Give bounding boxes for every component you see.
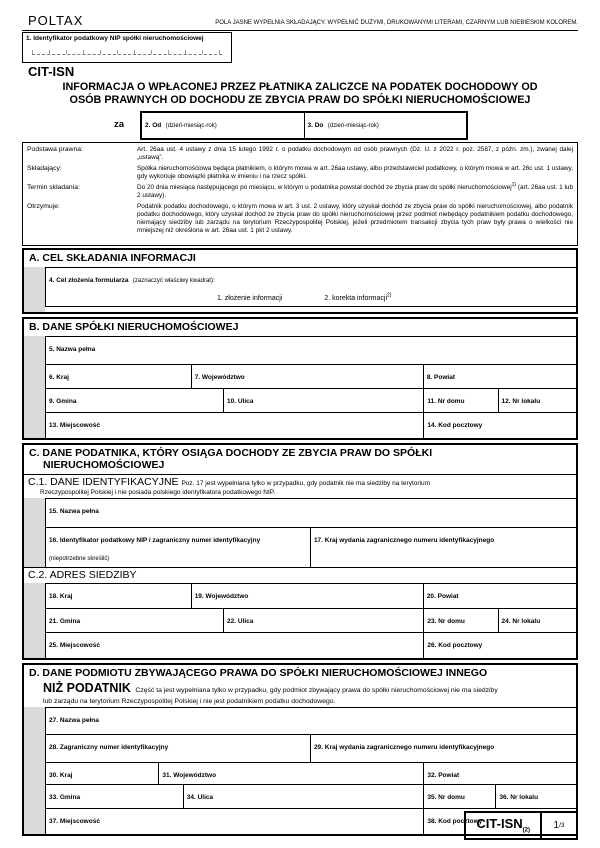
period-to-cell[interactable] [304,113,467,138]
field-4-hint: (zaznaczyć właściwy kwadrat): [132,278,215,284]
section-c-title [24,445,576,474]
field-29-kraj-wydania[interactable]: 29. Kraj wydania zagranicznego numeru identyfikacyjnego [310,735,576,762]
field-20-powiat[interactable]: 20. Powiat [423,584,576,608]
section-b-title: B. DANE SPÓŁKI NIERUCHOMOŚCIOWEJ [29,321,239,333]
field-30-kraj[interactable]: 30. Kraj [49,772,73,779]
section-a [22,248,578,314]
section-b-gutter [24,336,45,438]
period-from-hint: (dzień-miesiąc-rok) [165,123,217,129]
otrzymuje-label: Otrzymuje: [27,203,60,210]
section-d-title-line1: D. DANE PODMIOTU ZBYWAJĄCEGO PRAWA DO SPÓŁKI NIERUCHOMOŚCIOWEJ INNEGO [29,667,488,679]
header-divider [22,30,578,31]
section-c-title-line2: NIERUCHOMOŚCIOWEJ [43,459,165,471]
field-16-hint: (niepotrzebne skreślić) [49,556,110,562]
form-sections [22,248,578,836]
field-21-gmina[interactable]: 21. Gmina [49,618,81,625]
section-a-title: A. CEL SKŁADANIA INFORMACJI [29,252,196,264]
legal-row-podstawa [27,146,573,162]
field-15-nazwa-pelna[interactable]: 15. Nazwa pełna [49,508,99,515]
form-title-line1: INFORMACJA O WPŁACONEJ PRZEZ PŁATNIKA ZALICZCE NA PODATEK DOCHODOWY OD [62,81,538,93]
otrzymuje-text: Podatnik podatku dochodowego, o którym mowa w art. 3 ust. 2 ustawy, który uzyskał dochód ze zbycia praw do spółki nieruchomościowej, albo podatnik podatku dochodowego, który uzyskał dochód ze zbycia praw do spółki nieruchomościowej przez podmiot niebędący podatnikiem podatku dochodowego, niemający siedziby lub zarządu na terytorium Rzeczypospolitej Polskiej, jeżeli przedmiotem transakcji zbycia tych praw były prawa o wielkości nie mniejszej niż określona w art. 26aa ust. 1 pkt 2 ustawy. [137,203,573,234]
form-code: CIT-ISN [28,64,75,79]
section-a-gutter [24,267,45,312]
skladajacy-label: Składający: [27,165,62,172]
period-from-cell[interactable] [142,113,304,138]
field-38-kod-pocztowy[interactable]: 38. Kod pocztowy [423,809,576,834]
nip-field-label: 1. Identyfikator podatkowy NIP spółki nieruchomościowej [26,35,204,42]
period-za-label: za [114,119,125,130]
field-12-nr-lokalu[interactable]: 12. Nr lokalu [498,389,576,412]
field-8-powiat[interactable]: 8. Powiat [423,365,576,388]
field-11-nr-domu[interactable]: 11. Nr domu [423,389,497,412]
footer-form-code: CIT-$ISN_{(2)}$ [464,811,542,840]
field-27-nazwa-pelna[interactable]: 27. Nazwa pełna [49,717,99,724]
section-c1-title: C.1. DANE IDENTYFIKACYJNE Poz. 17 jest wypełniana tylko w przypadku, gdy podatnik nie ma siedziby na terytorium Rzeczypospolitej Polskiej i nie posiada polskiego identyfikatora podatkowego NIP. [24,474,576,498]
nip-field-box [22,32,232,63]
section-c2-title: C.2. ADRES SIEDZIBY [24,567,576,583]
field-10-ulica[interactable]: 10. Ulica [223,389,423,412]
field-26-kod-pocztowy[interactable]: 26. Kod pocztowy [423,633,576,658]
field-16-identyfikator[interactable]: 16. Identyfikator podatkowy NIP / zagraniczny numer identyfikacyjny (niepotrzebne skreślić) [49,537,261,562]
podstawa-text: Art. 26aa ust. 4 ustawy z dnia 15 lutego 1992 r. o podatku dochodowym od osób prawnych (Dz. U. z 2022 r. poz. 2587, z późn. zm.), zwanej dalej „ustawą”. [137,146,573,161]
period-to-label: 3. Do [307,122,324,129]
field-4-cel-zlozenia[interactable] [45,267,576,307]
period-box [140,111,468,140]
section-c-title-line1: C. DANE PODATNIKA, KTÓRY OSIĄGA DOCHODY ZE ZBYCIA PRAW DO SPÓŁKI [29,447,433,459]
section-d-note-line1: Część ta jest wypełniana tylko w przypadku, gdy podmiot zbywający prawa do spółki nieruchomościowej nie ma siedziby [135,687,498,694]
legal-row-otrzymuje [27,203,573,235]
legal-row-skladajacy [27,165,573,181]
page-footer [464,811,578,840]
field-14-kod-pocztowy[interactable]: 14. Kod pocztowy [423,413,576,438]
termin-text: Do 20 dnia miesiąca następującego po miesiącu, w którym u podatnika powstał dochód ze zbycia praw do spółki nieruchomościowej$^{1)}$ (art. 26aa ust. 1 lub 2 ustawy). [137,181,573,199]
form-title-line2: OSÓB PRAWNYCH OD DOCHODU ZE ZBYCIA PRAW DO SPÓŁKI NIERUCHOMOŚCIOWEJ [69,93,531,106]
field-31-wojewodztwo[interactable]: 31. Województwo [158,763,423,784]
form-title [20,81,580,106]
field-23-nr-domu[interactable]: 23. Nr domu [423,609,497,632]
section-c1-gutter [24,498,45,567]
option-korekta-informacji[interactable]: 2. korekta informacji$^{2)}$ [324,292,392,302]
section-c1-note-line2: Rzeczypospolitej Polskiej i nie posiada polskiego identyfikatora podatkowego NIP. [40,489,276,496]
field-22-ulica[interactable]: 22. Ulica [223,609,423,632]
field-35-nr-domu[interactable]: 35. Nr domu [423,785,495,808]
field-4-label: 4. Cel złożenia formularza [49,277,129,284]
footnote-1: 1) [511,181,517,188]
legal-row-termin [27,181,573,200]
field-7-wojewodztwo[interactable]: 7. Województwo [191,365,423,388]
section-b [22,317,578,440]
field-17-kraj-wydania[interactable]: 17. Kraj wydania zagranicznego numeru identyfikacyjnego [310,528,576,567]
field-28-zagraniczny-numer[interactable]: 28. Zagraniczny numer identyfikacyjny [49,744,169,751]
footer-form-version: (2) [522,827,530,834]
poltax-logo: POLTAX [28,13,84,28]
field-24-nr-lokalu[interactable]: 24. Nr lokalu [498,609,576,632]
footer-page-indicator: 1 /3 [542,811,578,840]
option-zlozenie-informacji[interactable]: 1. złożenie informacji [217,295,283,302]
section-c1-note-line1: Poz. 17 jest wypełniana tylko w przypadku, gdy podatnik nie ma siedziby na terytorium [181,480,431,487]
period-from-label: 2. Od [145,122,162,129]
field-5-nazwa-pelna[interactable]: 5. Nazwa pełna [49,346,96,353]
field-6-kraj[interactable]: 6. Kraj [49,374,69,381]
section-c [22,443,578,660]
field-34-ulica[interactable]: 34. Ulica [183,785,424,808]
section-d-gutter [24,707,45,834]
section-c2-gutter [24,583,45,658]
footnote-2: 2) [387,292,392,299]
field-25-miejscowosc[interactable]: 25. Miejscowość [49,642,100,649]
field-36-nr-lokalu[interactable]: 36. Nr lokalu [495,785,576,808]
section-d-title-line2: NIŻ PODATNIK [43,681,131,695]
legal-info-box [22,142,578,246]
nip-input-area[interactable] [32,44,222,55]
field-18-kraj[interactable]: 18. Kraj [49,593,73,600]
skladajacy-text: Spółka nieruchomościowa będąca płatnikiem, o którym mowa w art. 26aa ustawy, albo przedstawiciel podatkowy, o którym mowa w art. 26c ust. 1 ustawy, gdy wykonuje obowiązki płatnika w imieniu i na rzecz spółki. [137,165,573,180]
field-33-gmina[interactable]: 33. Gmina [49,794,81,801]
field-32-powiat[interactable]: 32. Powiat [423,763,576,784]
termin-label: Termin składania: [27,184,80,191]
field-37-miejscowosc[interactable]: 37. Miejscowość [49,818,100,825]
field-19-wojewodztwo[interactable]: 19. Województwo [191,584,423,608]
podstawa-label: Podstawa prawna: [27,146,83,153]
section-d-note-line2: lub zarządu na terytorium Rzeczypospolitej Polskiej i nie jest podatnikiem podatku dochodowego. [43,698,336,705]
fill-instructions: POLA JASNE WYPEŁNIA SKŁADAJĄCY. WYPEŁNIĆ DUŻYMI, DRUKOWANYMI LITERAMI, CZARNYM LUB NIEBIESKIM KOLOREM. [215,20,578,26]
field-9-gmina[interactable]: 9. Gmina [49,398,77,405]
section-d-title [24,665,576,707]
field-13-miejscowosc[interactable]: 13. Miejscowość [49,422,100,429]
period-to-hint: (dzień-miesiąc-rok) [327,123,379,129]
